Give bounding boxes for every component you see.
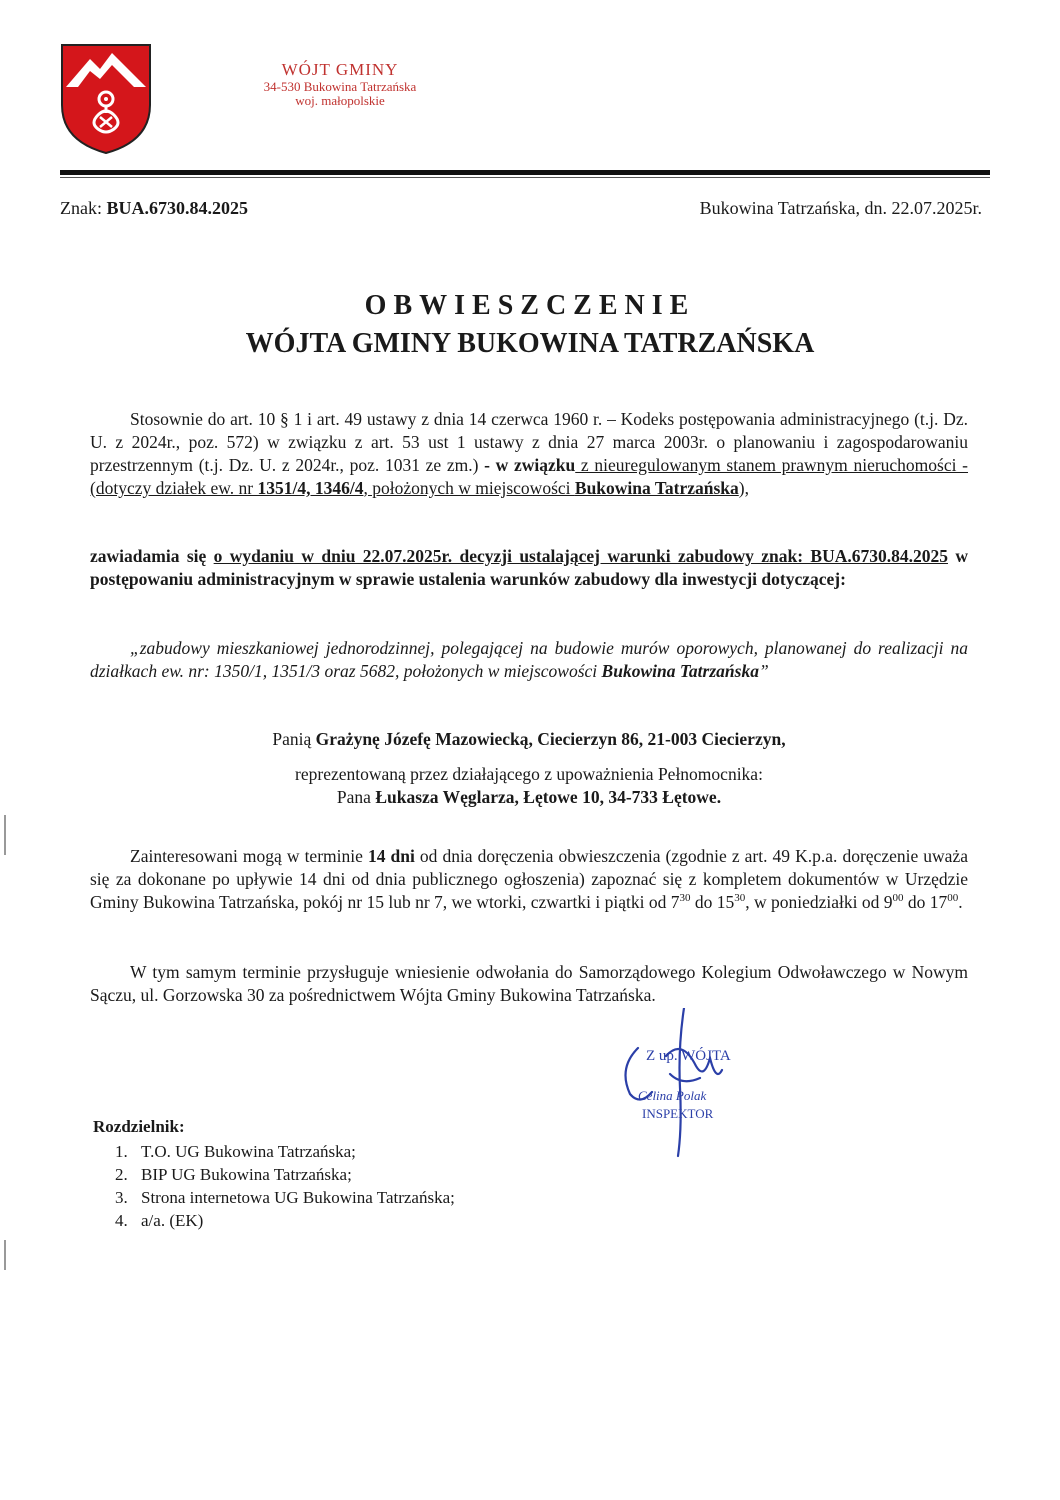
signature-stamp-line-2: Celina Polak [638,1088,707,1103]
investor-line: Panią Grażynę Józefę Mazowiecką, Ciecierzyn 86, 21-003 Ciecierzyn, [272,729,786,749]
representative-line-2: Pana Łukasza Węglarza, Łętowe 10, 34-733 Łętowe. [336,787,722,807]
issuer-stamp [230,60,450,109]
legal-basis-paragraph: Stosownie do art. 10 § 1 i art. 49 ustawy z dnia 14 czerwca 1960 r. – Kodeks postępowania administracyjnego (t.j. Dz. U. z 2024r., poz. 572) w związku z art. 53 ust 1 ustawy z dnia 27 marca 2003r. o planowaniu i zagospodarowaniu przestrzennym (t.j. Dz. U. z 2024r., poz. 1031 ze zm.) - w związku z nieuregulowanym stanem prawnym nieruchomości - (dotyczy działek ew. nr 1351/4, 1346/4, położonych w miejscowości Bukowina Tatrzańska), [90,409,969,498]
list-item: 4. a/a. (EK) [115,1211,204,1230]
stamp-line-2: 34-530 Bukowina Tatrzańska [263,78,417,94]
representative-line-1: reprezentowaną przez działającego z upoważnienia Pełnomocnika: [295,764,763,784]
header-divider-thin [60,177,990,178]
list-item: 3. Strona internetowa UG Bukowina Tatrzańska; [115,1188,455,1207]
appeal-paragraph: W tym samym terminie przysługuje wniesienie odwołania do Samorządowego Kolegium Odwoławczego w Nowym Sączu, ul. Gorzowska 30 za pośrednictwem Wójta Gminy Bukowina Tatrzańska. [90,962,968,1005]
scan-margin-mark [4,1240,6,1270]
distribution-list [115,1140,455,1232]
ref-value: BUA.6730.84.2025 [106,198,249,218]
place-date: Bukowina Tatrzańska, dn. 22.07.2025r. [699,198,982,218]
stamp-line-1: WÓJT GMINY [281,60,399,79]
header-divider [60,170,990,175]
notification-paragraph: zawiadamia się o wydaniu w dniu 22.07.2025r. decyzji ustalającej warunki zabudowy znak: BUA.6730.84.2025 w postępowaniu administracyjnym w sprawie ustalenia warunków zabudowy dla inwestycji dotyczącej: [90,546,969,589]
reference-number [60,198,248,219]
distribution-title: Rozdzielnik: [93,1117,185,1136]
coat-of-arms-icon [60,43,152,155]
document-subtitle: WÓJTA GMINY BUKOWINA TATRZAŃSKA [245,328,815,359]
signature-stamp-line-3: INSPEKTOR [642,1106,714,1121]
stamp-line-3: woj. małopolskie [295,93,385,109]
document-title: OBWIESZCZENIE [364,290,696,321]
list-item: 2. BIP UG Bukowina Tatrzańska; [115,1165,352,1184]
signature-stamp-line-1: Z up. WÓJTA [646,1048,731,1064]
signature-stamp [612,1008,772,1158]
list-item: 1. T.O. UG Bukowina Tatrzańska; [115,1142,356,1161]
scan-margin-mark [4,815,6,855]
ref-label: Znak: [60,198,102,218]
inspection-paragraph: Zainteresowani mogą w terminie 14 dni od dnia doręczenia obwieszczenia (zgodnie z art. 49 K.p.a. doręczenie uważa się za dokonane po upływie 14 dni od dnia publicznego ogłoszenia) zapoznać się z kompletem dokumentów w Urzędzie Gminy Bukowina Tatrzańska, pokój nr 15 lub nr 7, we wtorki, czwartki i piątki od $7^{30}$ do $15^{30}$, w poniedziałki od $9^{00}$ do $17^{00}$. [90,846,968,912]
investment-description: „zabudowy mieszkaniowej jednorodzinnej, polegającej na budowie murów oporowych, planowanej do realizacji na działkach ew. nr: 1350/1, 1351/3 oraz 5682, położonych w miejscowości Bukowina Tatrzańska” [90,638,968,681]
